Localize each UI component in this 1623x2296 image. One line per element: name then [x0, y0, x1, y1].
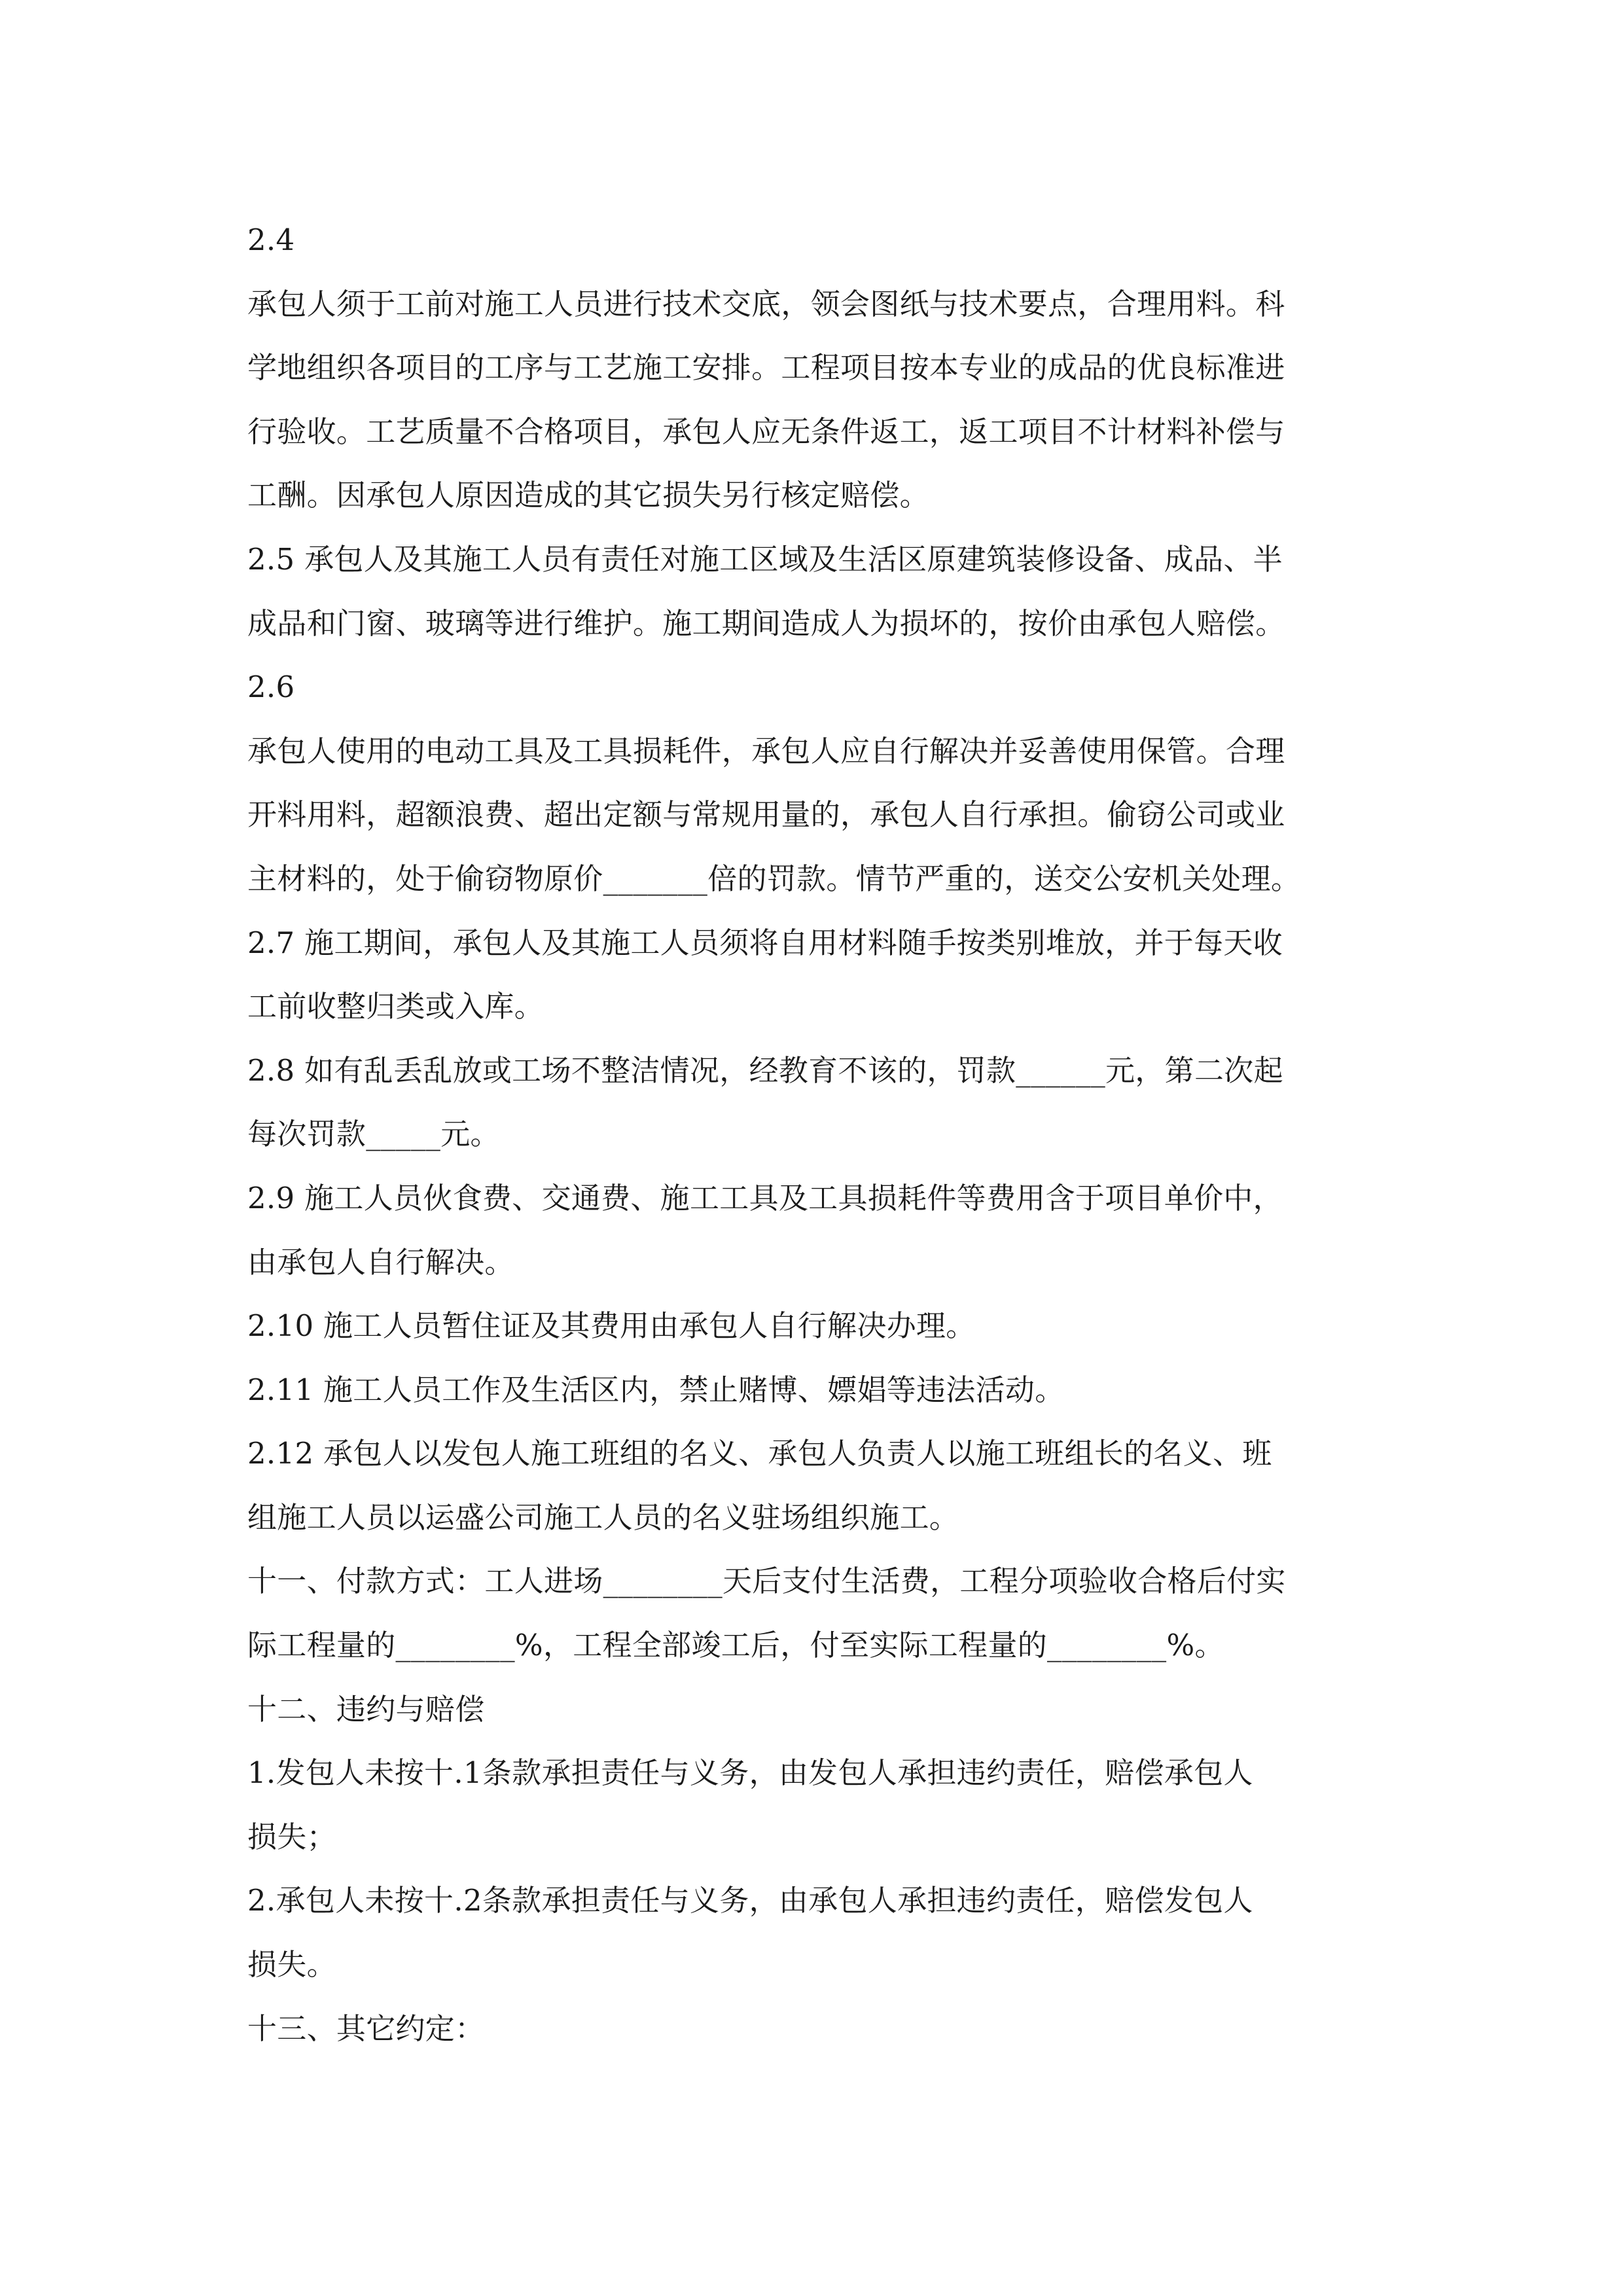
section-2-8-line: 2.8 如有乱丢乱放或工场不整洁情况，经教育不该的，罚款______元，第二次起: [247, 1052, 1283, 1088]
text-line: 工酬。因承包人原因造成的其它损失另行核定赔偿。: [247, 478, 929, 513]
text-line: 开料用料，超额浪费、超出定额与常规用量的，承包人自行承担。偷窃公司或业: [247, 797, 1285, 833]
text-line: 1.发包人未按十.1条款承担责任与义务，由发包人承担违约责任，赔偿承包人: [247, 1755, 1253, 1791]
text-line: 成品和门窗、玻璃等进行维护。施工期间造成人为损坏的，按价由承包人赔偿。: [247, 605, 1285, 641]
section-2-4-heading: 2.4: [247, 223, 295, 257]
section-2-7-line: 2.7 施工期间，承包人及其施工人员须将自用材料随手按类别堆放，并于每天收: [247, 925, 1283, 960]
text-line: 主材料的，处于偷窃物原价_______倍的罚款。情节严重的，送交公安机关处理。: [247, 861, 1301, 896]
section-2-6-heading: 2.6: [247, 670, 295, 705]
text-line: 组施工人员以运盛公司施工人员的名义驻场组织施工。: [247, 1499, 959, 1535]
text-line: 损失；: [247, 1819, 336, 1854]
text-line: 损失。: [247, 1947, 336, 1982]
text-line: 行验收。工艺质量不合格项目，承包人应无条件返工，返工项目不计材料补偿与: [247, 414, 1285, 449]
document-body: [247, 208, 1399, 2060]
text-line: 2.承包人未按十.2条款承担责任与义务，由承包人承担违约责任，赔偿发包人: [247, 1883, 1253, 1918]
section-12-heading: 十二、违约与赔偿: [247, 1691, 485, 1727]
text-line: 承包人须于工前对施工人员进行技术交底，领会图纸与技术要点，合理用料。科: [247, 286, 1285, 321]
text-line: 际工程量的________%，工程全部竣工后，付至实际工程量的________%。: [247, 1628, 1224, 1663]
section-2-5-line: 2.5 承包人及其施工人员有责任对施工区域及生活区原建筑装修设备、成品、半: [247, 541, 1283, 577]
text-line: 工前收整归类或入库。: [247, 989, 544, 1024]
text-line: 承包人使用的电动工具及工具损耗件，承包人应自行解决并妥善使用保管。合理: [247, 733, 1285, 768]
section-2-10-line: 2.10 施工人员暂住证及其费用由承包人自行解决办理。: [247, 1308, 976, 1344]
text-line: 学地组织各项目的工序与工艺施工安排。工程项目按本专业的成品的优良标准进: [247, 350, 1285, 386]
section-2-12-line: 2.12 承包人以发包人施工班组的名义、承包人负责人以施工班组长的名义、班: [247, 1436, 1272, 1471]
section-2-11-line: 2.11 施工人员工作及生活区内，禁止赌博、嫖娼等违法活动。: [247, 1372, 1065, 1407]
text-line: 每次罚款_____元。: [247, 1117, 500, 1152]
section-2-9-line: 2.9 施工人员伙食费、交通费、施工工具及工具损耗件等费用含于项目单价中，: [247, 1180, 1283, 1215]
section-11-payment-line: 十一、付款方式：工人进场________天后支付生活费，工程分项验收合格后付实: [247, 1564, 1286, 1599]
text-line: 由承包人自行解决。: [247, 1244, 514, 1280]
section-13-heading: 十三、其它约定：: [247, 2011, 485, 2046]
